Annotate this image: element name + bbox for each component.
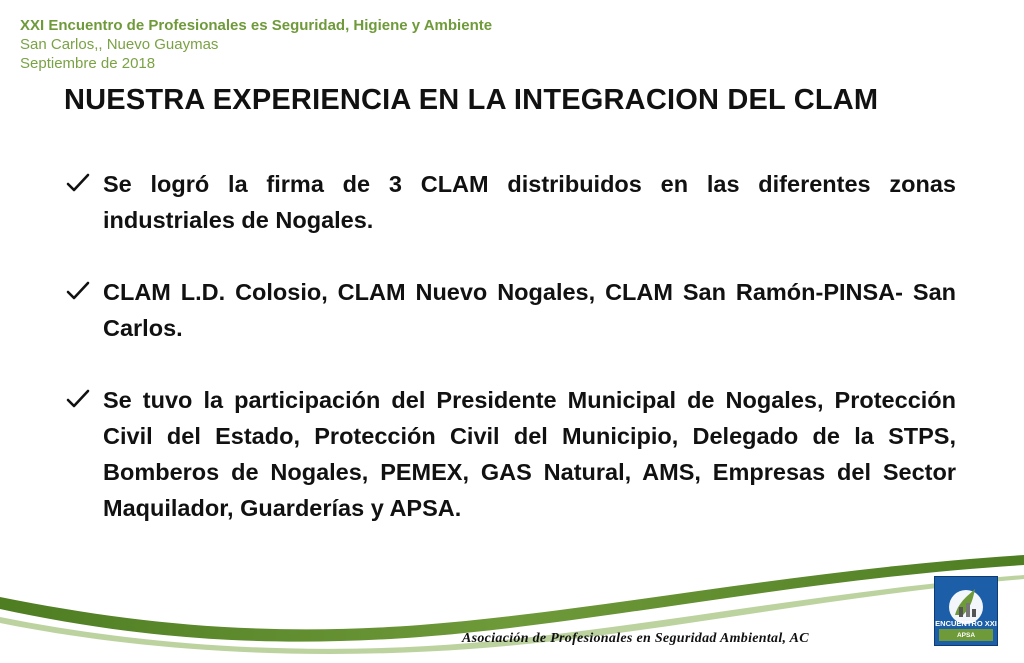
bullet-item (66, 382, 956, 526)
apsa-logo (934, 576, 998, 646)
event-header (20, 16, 492, 73)
checkmark-icon (66, 274, 103, 346)
bullet-item (66, 166, 956, 238)
organization-name: Asociación de Profesionales en Seguridad Ambiental, AC (462, 631, 809, 646)
bullet-text: Se logró la firma de 3 CLAM distribuidos en las diferentes zonas industriales de Nogales. (103, 171, 956, 233)
checkmark-icon (66, 382, 103, 526)
event-date: Septiembre de 2018 (20, 55, 156, 72)
logo-text: ENCUENTRO XXI (935, 619, 997, 628)
bullet-item (66, 274, 956, 346)
event-location: San Carlos,, Nuevo Guaymas (20, 36, 219, 53)
checkmark-icon (66, 166, 103, 238)
bullet-text: Se tuvo la participación del Presidente Municipal de Nogales, Protección Civil del Estado, Protección Civil del Municipio, Delegado de la STPS, Bomberos de Nogales, PEMEX, GAS Natural, AMS, Empresas del Sector Maquilador, Guarderías y APSA. (103, 387, 956, 521)
bullet-text: CLAM L.D. Colosio, CLAM Nuevo Nogales, CLAM San Ramón-PINSA- San Carlos. (103, 279, 956, 341)
event-name: XXI Encuentro de Profesionales es Seguridad, Higiene y Ambiente (20, 17, 493, 34)
slide-title: NUESTRA EXPERIENCIA EN LA INTEGRACION DEL CLAM (64, 84, 879, 116)
logo-subtext: APSA (956, 632, 976, 639)
bullet-list (66, 166, 956, 562)
